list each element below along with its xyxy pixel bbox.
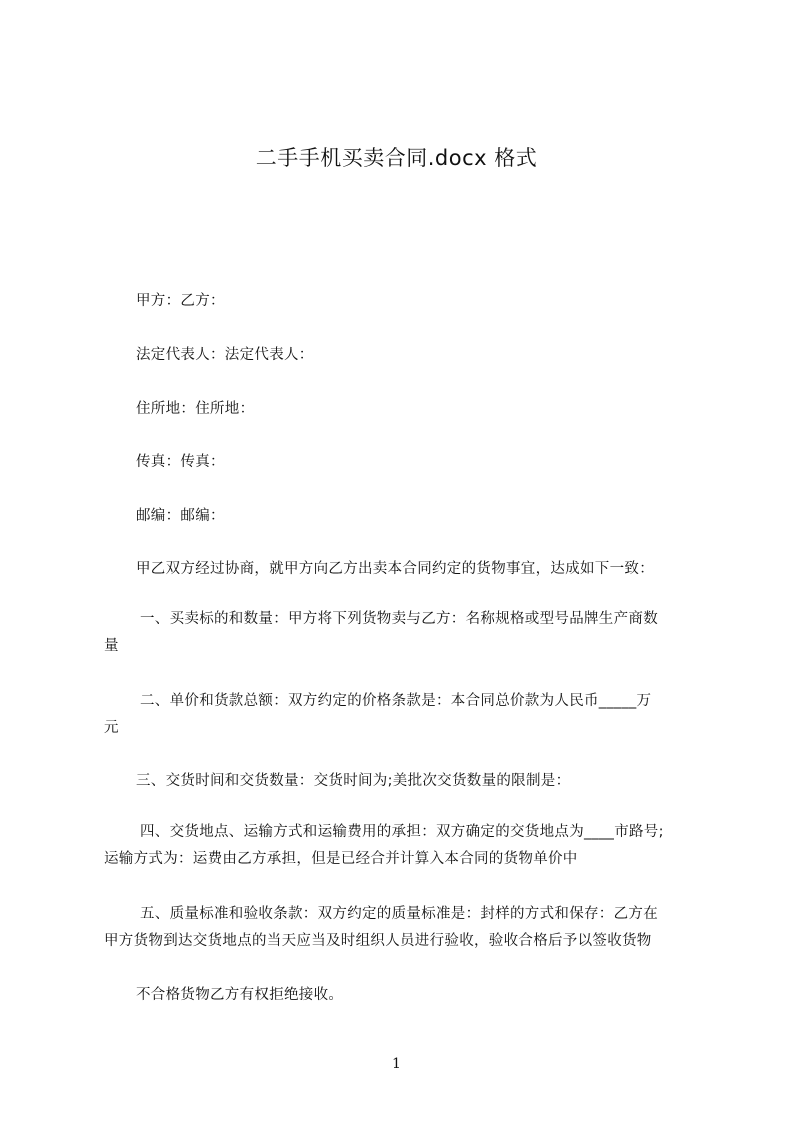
clause-5-line-2: 甲方货物到达交货地点的当天应当及时组织人员进行验收，验收合格后予以签收货物	[104, 933, 652, 949]
closing-paragraph: 不合格货物乙方有权拒绝接收。	[136, 987, 344, 1003]
clause-2-line-1: 二、单价和货款总额：双方约定的价格条款是：本合同总价款为人民币_____万	[140, 693, 652, 709]
clause-3-paragraph: 三、交货时间和交货数量：交货时间为;美批次交货数量的限制是：	[136, 773, 571, 789]
legal-representative-line: 法定代表人：法定代表人：	[136, 347, 314, 363]
clause-4-paragraph	[104, 819, 708, 873]
clause-4-line-1: 四、交货地点、运输方式和运输费用的承担：双方确定的交货地点为____市路号;	[140, 824, 664, 840]
clause-4-line-2: 运输方式为：运费由乙方承担，但是已经合并计算入本合同的货物单价中	[104, 851, 578, 867]
clause-1-paragraph	[104, 606, 708, 660]
parties-line: 甲方：乙方：	[136, 293, 225, 309]
clause-2-line-2: 元	[104, 720, 119, 736]
clause-2-paragraph	[104, 688, 708, 742]
postcode-line: 邮编：邮编：	[136, 508, 225, 524]
page-number: 1	[392, 1056, 401, 1072]
document-title: 二手手机买卖合同.docx 格式	[255, 146, 538, 170]
intro-paragraph: 甲乙双方经过协商，就甲方向乙方出卖本合同约定的货物事宜，达成如下一致：	[136, 561, 654, 577]
clause-1-line-2: 量	[104, 638, 119, 654]
fax-line: 传真：传真：	[136, 454, 225, 470]
clause-5-paragraph	[104, 901, 708, 955]
address-line: 住所地：住所地：	[136, 401, 255, 417]
clause-5-line-1: 五、质量标准和验收条款：双方约定的质量标准是：封样的方式和保存：乙方在	[140, 906, 658, 922]
clause-1-line-1: 一、买卖标的和数量：甲方将下列货物卖与乙方：名称规格或型号品牌生产商数	[140, 611, 658, 627]
